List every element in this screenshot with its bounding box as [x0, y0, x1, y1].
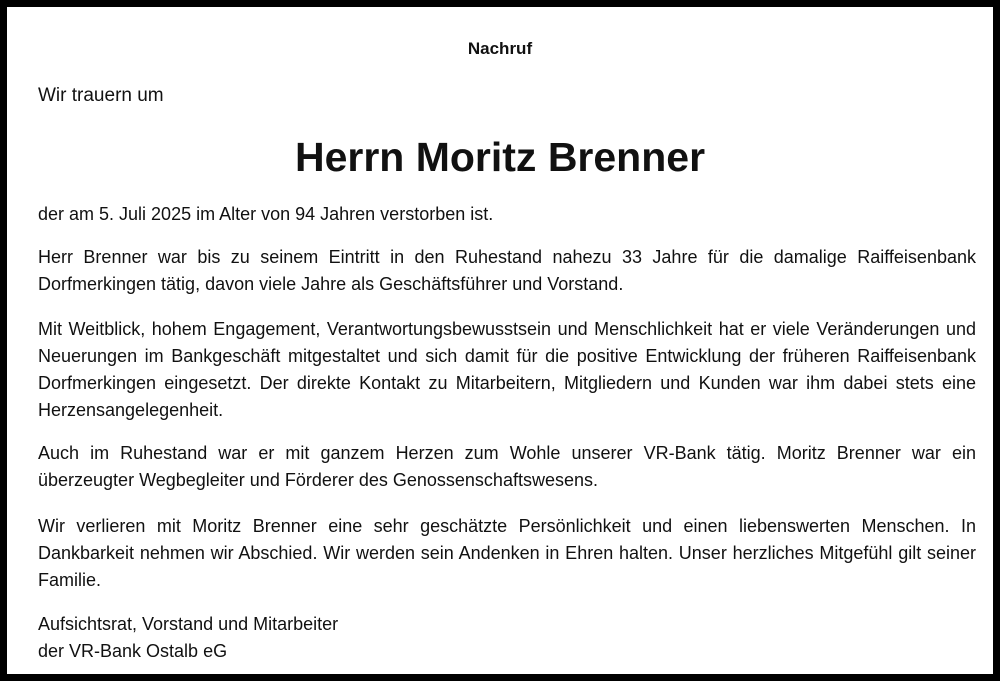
deceased-name: Herrn Moritz Brenner: [294, 134, 706, 180]
signature-line-2: der VR-Bank Ostalb eG: [38, 641, 228, 661]
paragraph-career: Herr Brenner war bis zu seinem Eintritt in den Ruhestand nahezu 33 Jahre für die damalige Raiffeisenbank Dorfmerkingen tätig, davon viele Jahre als Geschäftsführer und Vorstand.: [38, 247, 976, 294]
signature-line-1: Aufsichtsrat, Vorstand und Mitarbeiter: [38, 614, 339, 634]
intro-text: Wir trauern um: [38, 85, 164, 106]
notice-heading: Nachruf: [467, 39, 533, 58]
signature-block: [38, 611, 338, 665]
paragraph-farewell: Wir verlieren mit Moritz Brenner eine sehr geschätzte Persönlichkeit und einen liebenswerten Menschen. In Dankbarkeit nehmen wir Abschied. Wir werden sein Andenken in Ehren halten. Unser herzliches Mitgefühl gilt seiner Familie.: [38, 516, 976, 590]
death-notice-text: der am 5. Juli 2025 im Alter von 94 Jahren verstorben ist.: [38, 204, 494, 224]
paragraph-achievements: Mit Weitblick, hohem Engagement, Verantwortungsbewusstsein und Menschlichkeit hat er viele Veränderungen und Neuerungen im Bankgeschäft mitgestaltet und sich damit für die positive Entwicklung der früheren Raiffeisenbank Dorfmerkingen eingesetzt. Der direkte Kontakt zu Mitarbeitern, Mitgliedern und Kunden war ihm dabei stets eine Herzensangelegenheit.: [38, 319, 976, 420]
paragraph-retirement: Auch im Ruhestand war er mit ganzem Herzen zum Wohle unserer VR-Bank tätig. Moritz Brenner war ein überzeugter Wegbegleiter und Förderer des Genossenschaftswesens.: [38, 443, 976, 490]
